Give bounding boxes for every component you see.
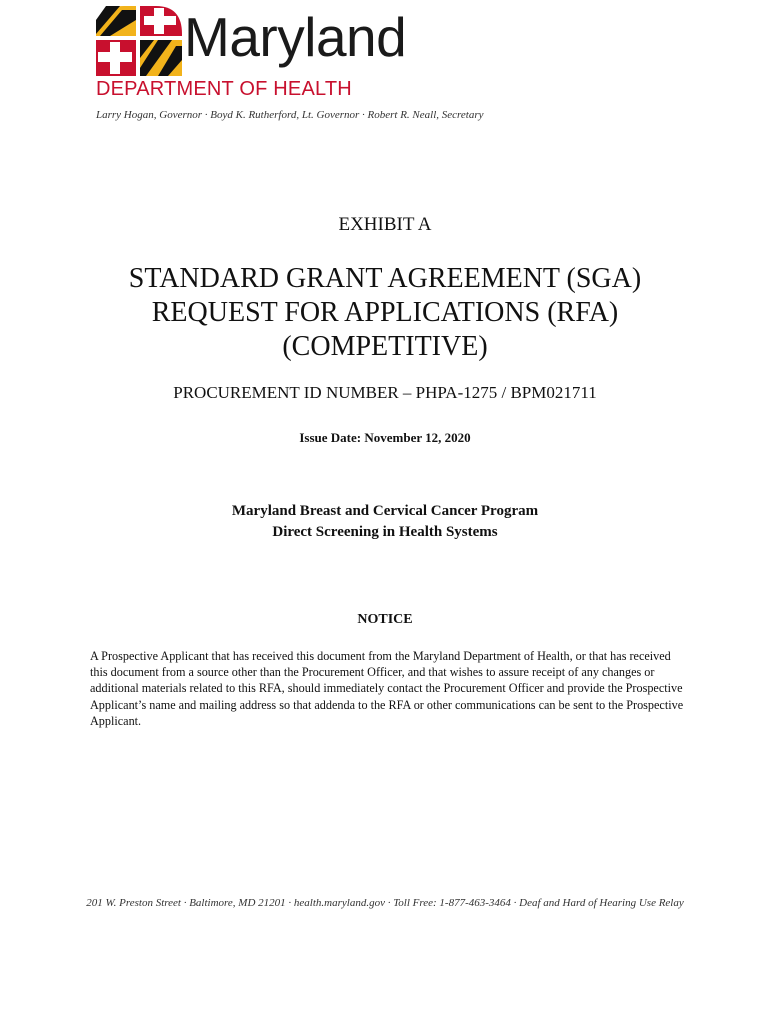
footer-address: 201 W. Preston Street · Baltimore, MD 21201 · health.maryland.gov · Toll Free: 1-877-463-3464 · Deaf and Hard of Hearing Use Relay	[86, 897, 684, 909]
title-line: (COMPETITIVE)	[282, 331, 488, 362]
program-line: Direct Screening in Health Systems	[272, 524, 498, 540]
department-name: DEPARTMENT OF HEALTH	[96, 78, 352, 100]
document-title	[0, 262, 770, 364]
maryland-flag-icon	[96, 6, 182, 76]
procurement-id: PROCUREMENT ID NUMBER – PHPA-1275 / BPM021711	[173, 383, 597, 402]
program-name	[0, 501, 770, 543]
issue-date: Issue Date: November 12, 2020	[299, 430, 471, 445]
title-line: STANDARD GRANT AGREEMENT (SGA)	[128, 263, 642, 294]
logo-wordmark: Maryland	[184, 6, 407, 68]
program-line: Maryland Breast and Cervical Cancer Program	[231, 503, 539, 519]
notice-heading: NOTICE	[357, 612, 413, 627]
maryland-logo	[96, 6, 436, 76]
title-line: REQUEST FOR APPLICATIONS (RFA)	[151, 297, 619, 328]
officials-line: Larry Hogan, Governor · Boyd K. Rutherford, Lt. Governor · Robert R. Neall, Secretary	[96, 109, 484, 121]
notice-paragraph: A Prospective Applicant that has received this document from the Maryland Department of Health, or that has received this document from a source other than the Procurement Officer, and that wishes to assure receipt of any changes or additional materials related to this RFA, should immediately contact the Procurement Officer and provide the Prospective Applicant’s name and mailing address so that addenda to the RFA or other communications can be sent to the Prospective Applicant.	[90, 649, 684, 728]
exhibit-label: EXHIBIT A	[338, 214, 432, 235]
